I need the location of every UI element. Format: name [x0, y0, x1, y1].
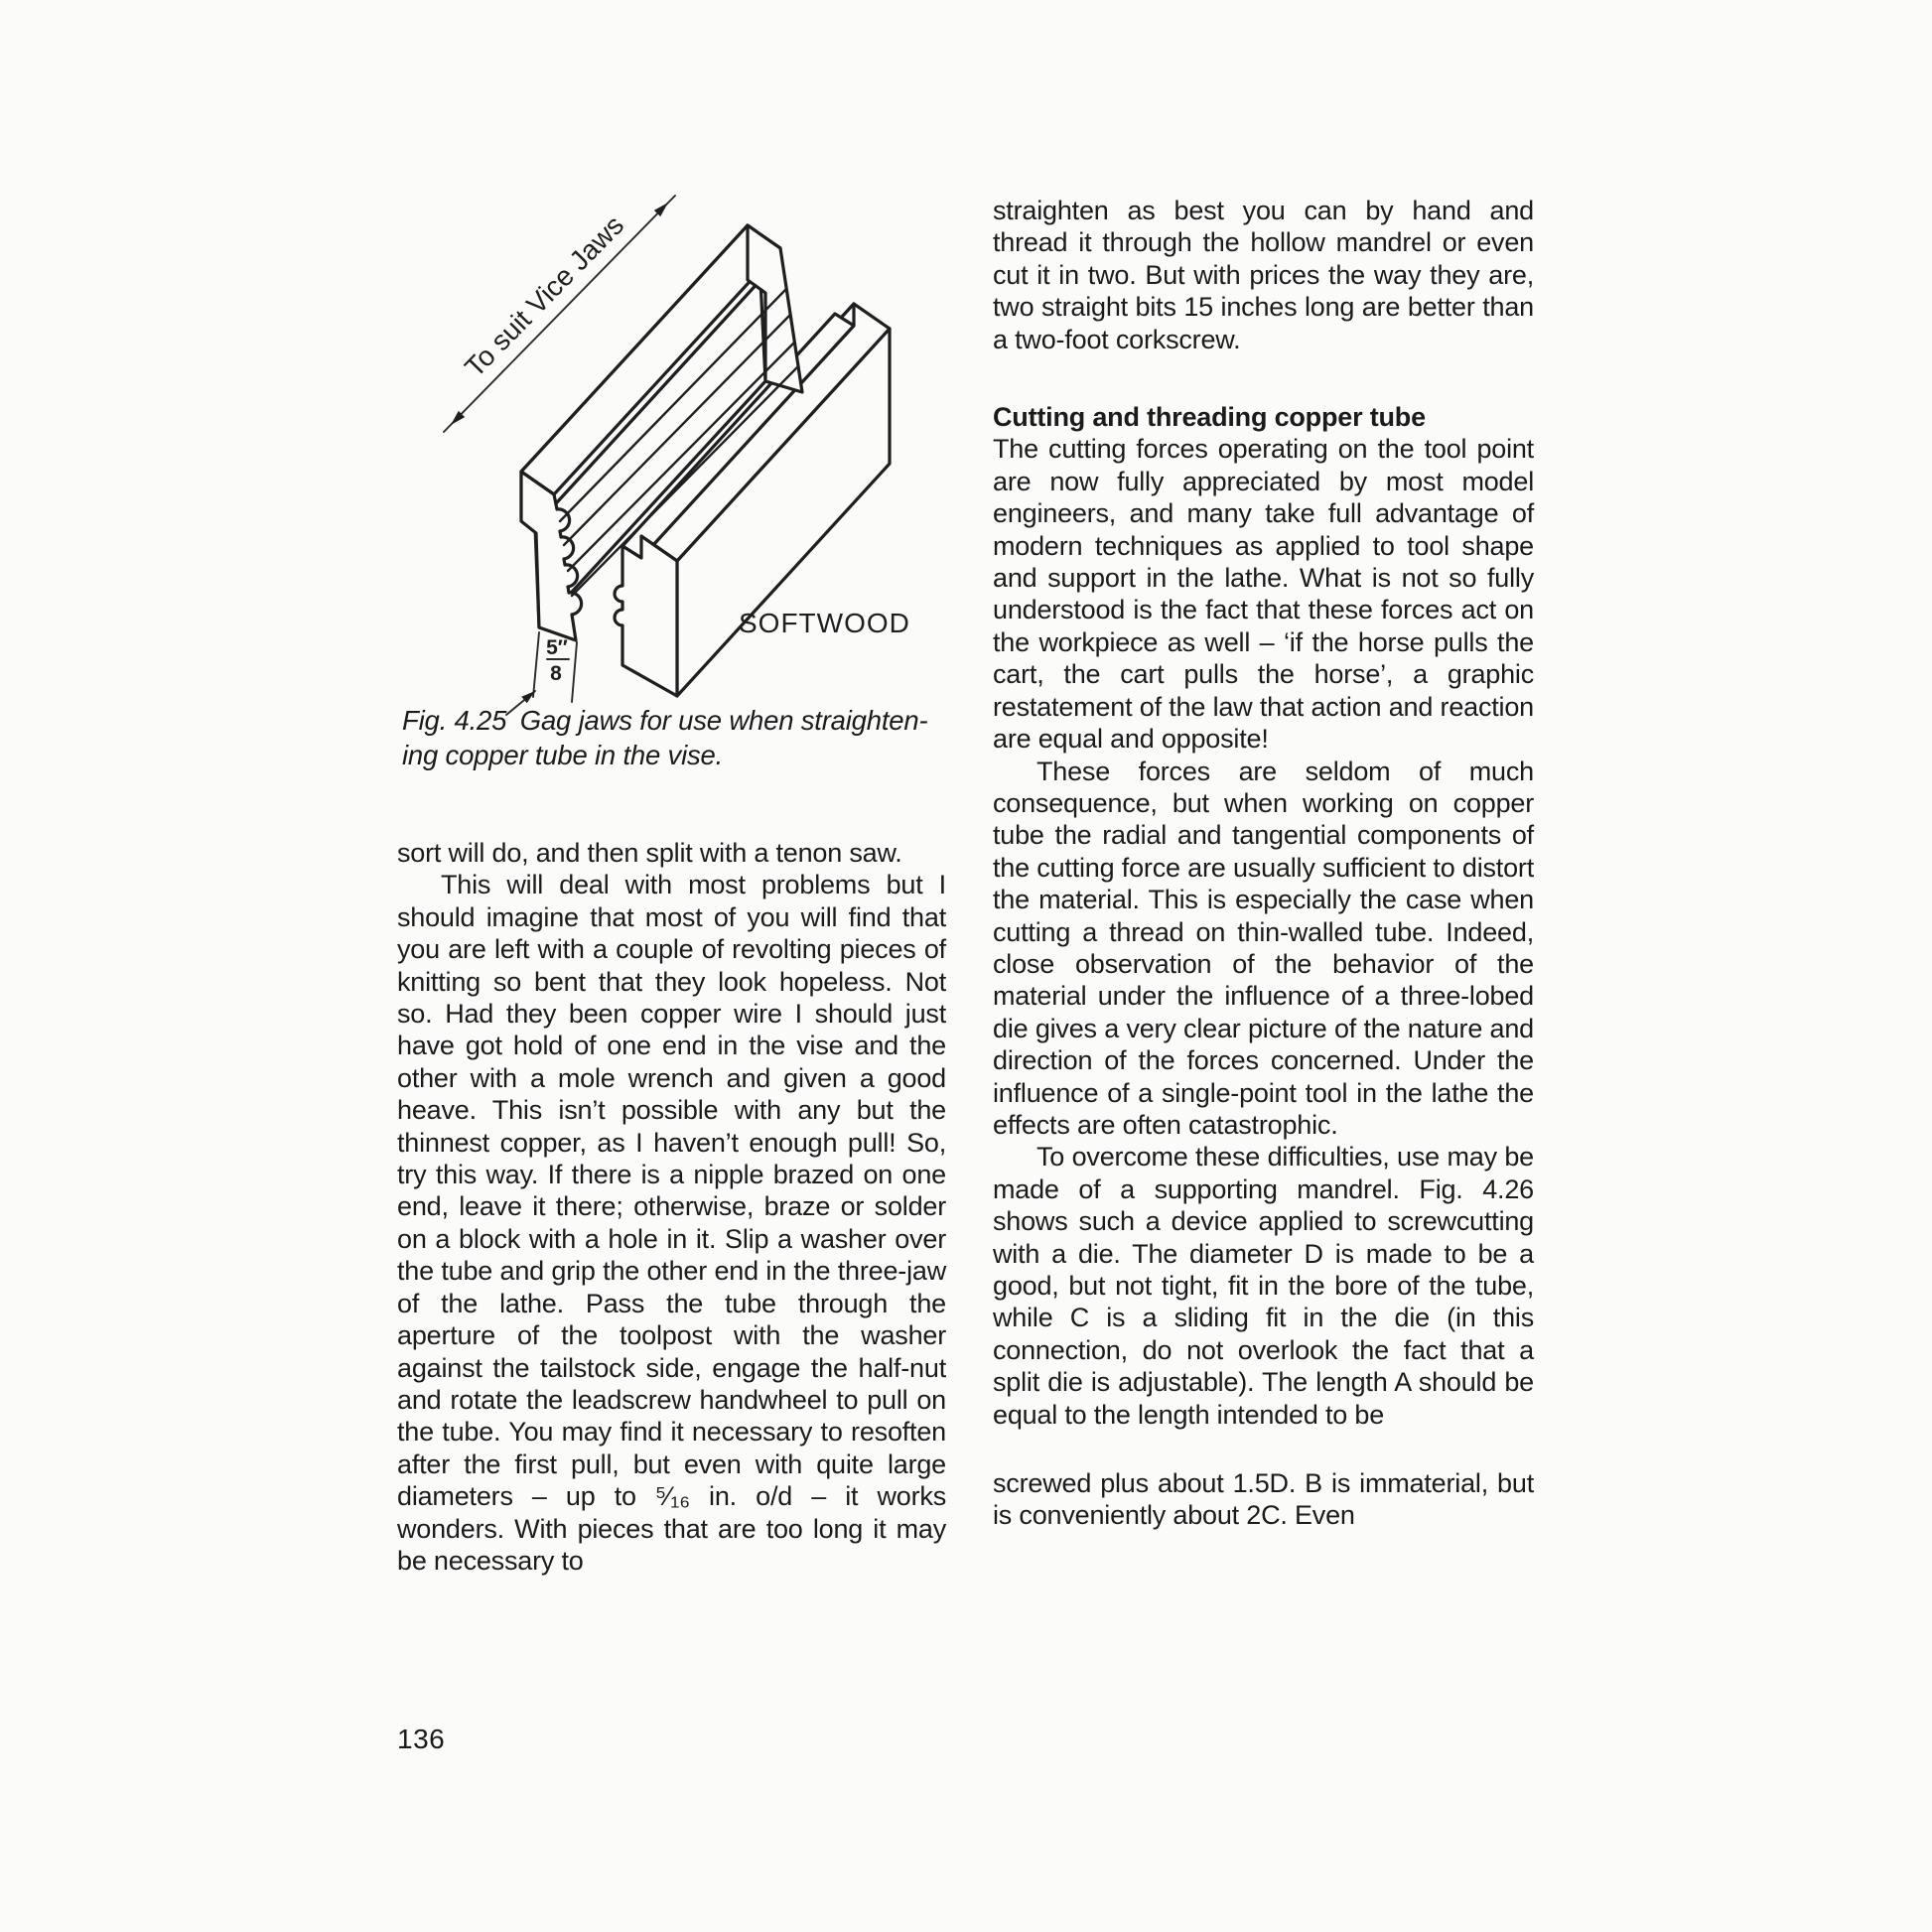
paragraph-opening: straighten as best you can by hand and thread it through the hollow mandrel or even cut it in two. But with prices the way they are, two straight bits 15 inches long are better than a two-foot corkscrew. — [993, 196, 1534, 354]
figure-caption: Fig. 4.25 Gag jaws for use when straightening copper tube in the vise. — [402, 705, 928, 770]
softwood-label: SOFTWOOD — [739, 608, 910, 638]
paragraph-body: This will deal with most problems but I should imagine that most of you will find that you are left with a couple of revolting pieces of knitting so bent that they look hopeless. Not so. Had they been copper wire I should just have got hold of one end in the vise and the other with a mole wrench and given a good heave. This isn’t possible with any but the thinnest copper, as I haven’t enough pull! So, try this way. If there is a nipple brazed on one end, leave it there; otherwise, braze or solder on a block with a hole in it. Slip a washer over the tube and grip the other end in the three-jaw of the lathe. Pass the tube through the aperture of the toolpost with the washer against the tailstock side, engage the half-nut and rotate the leadscrew handwheel to pull on the tube. You may find it necessary to resoften after the first pull, but even with quite large diameters – up to ⁵⁄₁₆ in. o/d – it works wonders. With pieces that are too long it may be necessary to — [397, 870, 946, 1576]
width-fraction-denominator: 8 — [550, 662, 562, 685]
width-witness-right — [572, 642, 577, 702]
left-column — [397, 837, 946, 1577]
right-jaw-end-face — [615, 536, 677, 696]
width-witness-left — [533, 632, 539, 697]
paragraph-continuation: screwed plus about 1.5D. B is immaterial, but is conveniently about 2C. Even — [993, 1468, 1534, 1531]
paragraph-body: The cutting forces operating on the tool point are now fully appreciated by most model engineers, and many take full advantage of modern techniques as applied to tool shape and support in the lathe. What is not so fully understood is the fact that these forces act on the workpiece as well – ‘if the horse pulls the cart, the cart pulls the horse’, a graphic restatement of the law that action and reaction are equal and opposite! — [993, 434, 1534, 755]
width-fraction-numerator: 5″ — [546, 636, 568, 659]
paragraph-body: To overcome these difficulties, use may be made of a supporting mandrel. Fig. 4.26 shows such a device applied to screwcutting with a die. The diameter D is made to be a good, but not tight, fit in the bore of the tube, while C is a sliding fit in the die (in this connection, do not overlook the fact that a split die is adjustable). The length A should be equal to the length intended to be — [993, 1142, 1534, 1430]
figure-dimension-label: To suit Vice Jaws — [459, 208, 630, 383]
paragraph-body: These forces are seldom of much consequence, but when working on copper tube the radial and tangential components of the cutting force are usually sufficient to distort the material. This is especially the case when cutting a thread on thin-walled tube. Indeed, close observation of the behavior of the material under the influence of a three-lobed die gives a very clear picture of the nature and direction of the forces concerned. Under the influence of a single-point tool in the lathe the effects are often catastrophic. — [993, 756, 1534, 1140]
figure-gag-jaws — [347, 144, 983, 740]
page-number: 136 — [397, 1724, 446, 1754]
gag-jaws-drawing — [347, 144, 983, 740]
section-heading: Cutting and threading copper tube — [993, 402, 1426, 433]
paragraph-continuation: sort will do, and then split with a tenon saw. — [397, 838, 902, 868]
right-column — [993, 195, 1534, 1532]
